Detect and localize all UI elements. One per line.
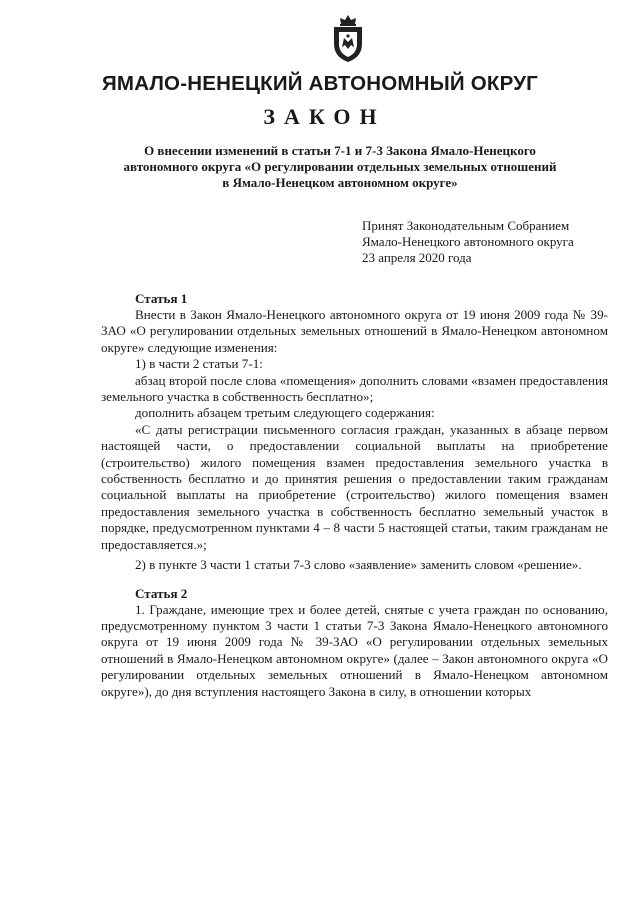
- law-title-line: в Ямало-Ненецком автономном округе»: [222, 175, 458, 190]
- coat-of-arms-icon: [328, 14, 368, 64]
- adoption-line: Ямало-Ненецкого автономного округа: [362, 234, 574, 249]
- article-paragraph: дополнить абзацем третьим следующего содержания:: [135, 405, 435, 421]
- region-name: ЯМАЛО-НЕНЕЦКИЙ АВТОНОМНЫЙ ОКРУГ: [102, 72, 538, 95]
- law-title-line: О внесении изменений в статьи 7-1 и 7-3 Закона Ямало-Ненецкого: [144, 143, 536, 158]
- adoption-note: [362, 218, 622, 266]
- article-paragraph: абзац второй после слова «помещения» дополнить словами «взамен предоставления земельного участка в собственность бесплатно»;: [101, 372, 608, 405]
- adoption-date: 23 апреля 2020 года: [362, 250, 472, 265]
- article-heading: Статья 2: [135, 585, 188, 601]
- article-paragraph: Внести в Закон Ямало-Ненецкого автономного округа от 19 июня 2009 года № 39-ЗАО «О регулировании отдельных земельных отношений в Ямало-Ненецком автономном округе» следующие изменения:: [101, 307, 608, 355]
- law-title-line: автономного округа «О регулировании отдельных земельных отношений: [123, 159, 557, 174]
- document-type: ЗАКОН: [263, 104, 386, 129]
- adoption-line: Принят Законодательным Собранием: [362, 218, 570, 233]
- law-title: [110, 143, 570, 191]
- article-heading: Статья 1: [135, 291, 188, 306]
- article-paragraph: 1. Граждане, имеющие трех и более детей, снятые с учета граждан по основанию, предусмотренному пунктом 3 части 1 статьи 7-3 Закона Ямало-Ненецкого автономного округа от 19 июня 2009 года № 39-ЗАО «О регулировании отдельных земельных отношений в Ямало-Ненецком автономном округе» (далее – Закон автономного округа «О регулировании отдельных земельных отношений в Ямало-Ненецком автономном округе»), до дня вступления настоящего Закона в силу, в отношении которых: [101, 601, 608, 699]
- article-paragraph: 1) в части 2 статьи 7-1:: [135, 356, 263, 372]
- article-quote: «С даты регистрации письменного согласия граждан, указанных в абзаце первом настоящей части, о предоставлении социальной выплаты на приобретение (строительство) жилого помещения взамен предоставления земельного участка в собственность бесплатно и до принятия решения о предоставлении таким гражданам социальной выплаты на приобретение (строительство) жилого помещения взамен предоставления земельного участка в собственность бесплатно земельный участок в порядке, предусмотренном пунктами 4 – 8 части 5 настоящей статьи, таким гражданам не предоставляется.»;: [101, 421, 608, 552]
- article-paragraph: 2) в пункте 3 части 1 статьи 7-3 слово «заявление» заменить словом «решение».: [135, 557, 582, 573]
- law-body: [101, 291, 608, 700]
